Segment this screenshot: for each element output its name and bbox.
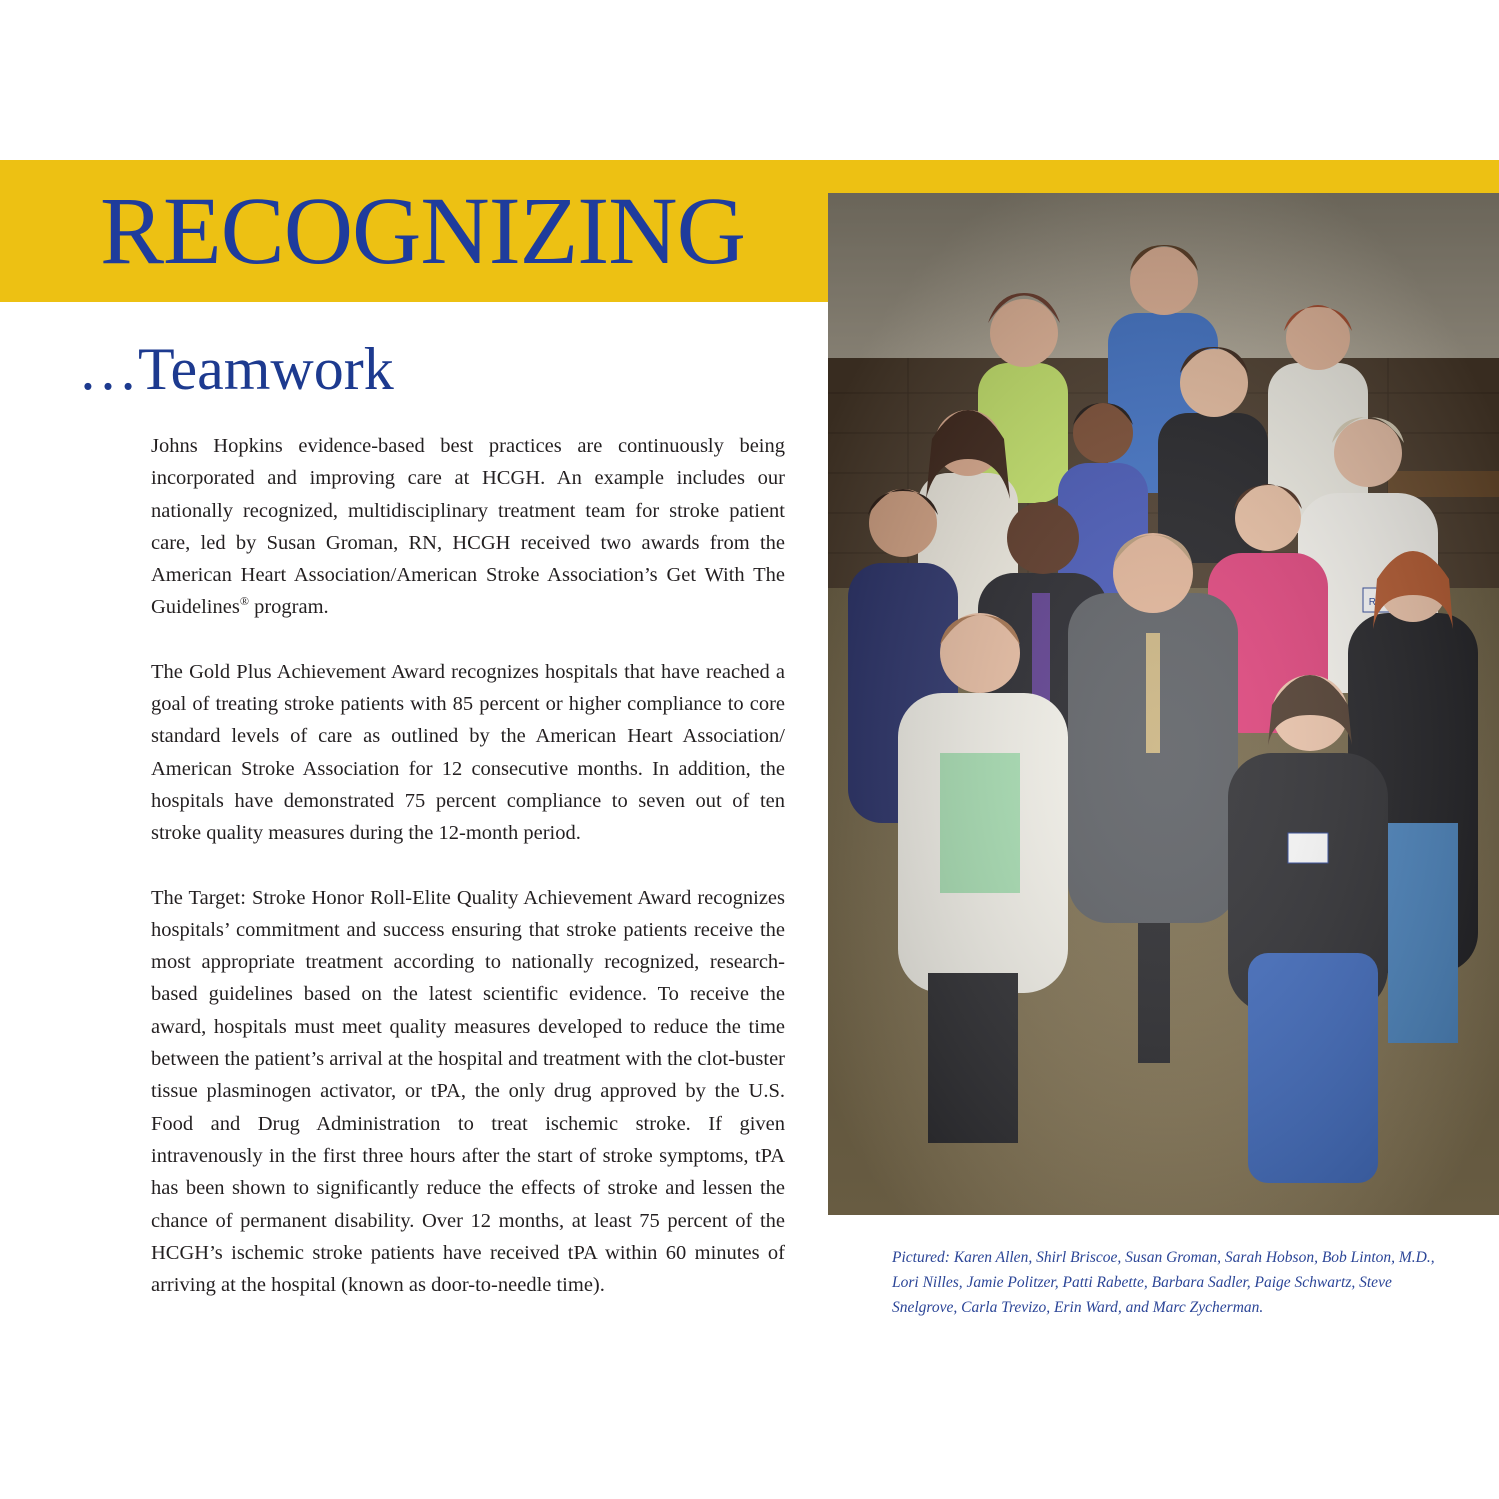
photo-caption: Pictured: Karen Allen, Shirl Briscoe, Susan Groman, Sarah Hobson, Bob Linton, M.D., Lori Nilles, Jamie Politzer, Patti Rabette, Barbara Sadler, Paige Schwartz, Steve Snelgrove, Carla Trevizo, Erin Ward, and Marc Zycherman. <box>892 1249 1435 1316</box>
paragraph-target-stroke: The Target: Stroke Honor Roll-Elite Quality Achievement Award recognizes hospitals’ commitment and success ensuring that stroke patients receive the most appropriate treatment according to nationally recognized, research-based guidelines based on the latest scientific evidence. To receive the award, hospitals must meet quality measures developed to reduce the time between the patient’s arrival at the hospital and treatment with the clot-buster tissue plasminogen activator, or tPA, the only drug approved by the U.S. Food and Drug Administration to treat ischemic stroke. If given intravenously in the first three hours after the start of stroke symptoms, tPA has been shown to significantly reduce the effects of stroke and lessen the chance of permanent disability. Over 12 months, at least 75 percent of the HCGH’s ischemic stroke patients have received tPA within 60 minutes of arriving at the hospital (known as door-to-needle time). <box>151 886 785 1297</box>
article-body <box>151 430 785 1333</box>
registered-mark: ® <box>239 594 249 609</box>
team-photo <box>828 193 1499 1215</box>
paragraph-intro-text: Johns Hopkins evidence-based best practices are continuously being incorporated and improving care at HCGH. An example includes our nationally recognized, multidisciplinary treatment team for stroke patient care, led by Susan Groman, RN, HCGH received two awards from the American Heart Association/American Stroke Association’s Get With The Guidelines <box>151 435 785 619</box>
section-subtitle: …Teamwork <box>78 336 394 402</box>
page-title: RECOGNIZING <box>100 177 745 284</box>
paragraph-gold-plus: The Gold Plus Achievement Award recognizes hospitals that have reached a goal of treating stroke patients with 85 percent or higher compliance to core standard levels of care as outlined by the American Heart Association/ American Stroke Association for 12 consecutive months. In addition, the hospitals have demonstrated 75 percent compliance to seven out of ten stroke quality measures during the 12-month period. <box>151 660 785 845</box>
paragraph-intro-end: program. <box>248 596 329 619</box>
paragraph-intro <box>151 430 785 624</box>
